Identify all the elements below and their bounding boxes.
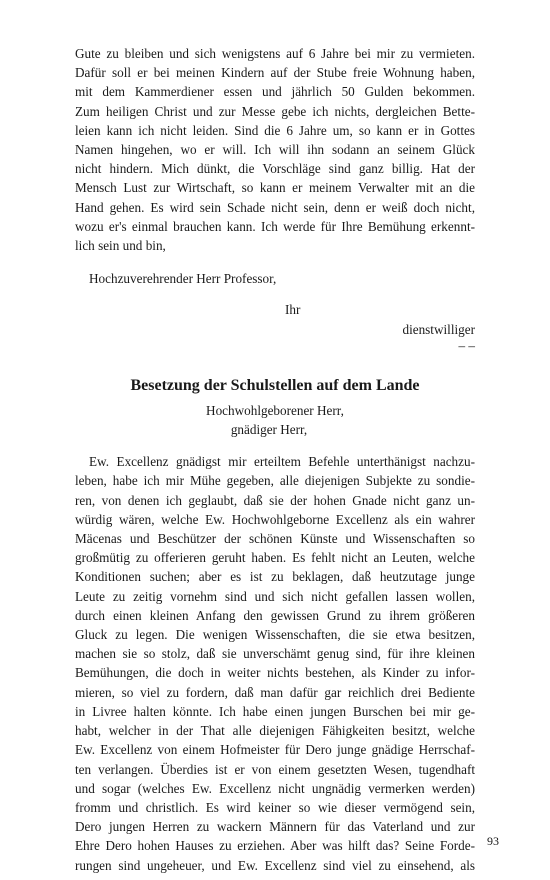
text-line: in Livree halten könnte. Ich habe einen jungen Burschen bei mir ge- xyxy=(75,703,475,719)
letter-signature-dash: – – xyxy=(458,337,475,353)
text-line: Dero jungen Herren zu wackern Männern für das Vaterland und zur xyxy=(75,819,475,835)
text-line: Ew. Excellenz gnädigst mir erteiltem Befehle unterthänigst nachzu- xyxy=(89,454,475,470)
text-line: großmütig zu offerieren geruht haben. Es fehlt nicht an Leuten, welche xyxy=(75,550,475,566)
section-paragraph xyxy=(75,452,475,874)
letter-salutation: Hochzuverehrender Herr Professor, xyxy=(89,271,277,287)
text-line: Bemühungen, die doch in weiter nichts bestehen, als Kinder zu infor- xyxy=(75,665,475,681)
text-line: habt, welcher in der That alle diejenigen Fähigkeiten besitzt, welche xyxy=(75,723,475,739)
letter-signature: dienstwilliger xyxy=(402,321,475,337)
letter-closing-ihr: Ihr xyxy=(285,302,301,318)
text-line: rungen sind ungeheuer, und Ew. Excellenz sind viel zu einsehend, als xyxy=(75,857,475,873)
text-line: machen sie so stolz, daß sie unverschämt genug sind, für ihre kleinen xyxy=(75,646,475,662)
greeting-line: gnädiger Herr, xyxy=(230,422,308,438)
text-line: nicht hindern. Mich dünkt, die Vorschläge sind ganz billig. Hat der xyxy=(75,161,475,177)
greeting-line: Hochwohlgeborener Herr, xyxy=(206,402,344,418)
text-line: lich sein und bin, xyxy=(75,238,166,254)
page-content xyxy=(75,44,475,875)
text-line: mit dem Kammerdiener essen und jährlich 50 Gulden bekommen. xyxy=(75,84,475,100)
text-line: leien kann ich nicht leiden. Sind die 6 Jahre um, so kann er in Gottes xyxy=(75,122,475,138)
section-title: Besetzung der Schulstellen auf dem Lande xyxy=(130,376,420,394)
text-line: ren, von denen ich geglaubt, daß sie der hohen Gnade nicht ganz un- xyxy=(75,492,475,508)
text-line: Mäcenas und Beschützer der schönen Künste und Wissenschaften so xyxy=(75,531,475,547)
text-line: fromm und christlich. Es wird keiner so wie dieser vermögend sein, xyxy=(75,799,475,815)
section-greeting xyxy=(75,401,475,439)
text-line: Dafür soll er bei meinen Kindern auf der Stube freie Wohnung haben, xyxy=(75,65,475,81)
text-line: Ehre Dero hohen Hauses zu erziehen. Aber was hilft das? Seine Forde- xyxy=(75,838,475,854)
text-line: Gute zu bleiben und sich wenigstens auf 6 Jahre bei mir zu vermieten. xyxy=(75,46,475,61)
text-line: Hand gehen. Es wird sein Schade nicht sein, denn er weiß doch nicht, xyxy=(75,199,475,215)
text-line: wozu er's einmal brauchen kann. Ich werde für Ihre Bemühung erkennt- xyxy=(75,218,475,234)
text-line: Konditionen suchen; aber es ist zu beklagen, daß heutzutage junge xyxy=(75,569,475,585)
text-line: Namen hingehen, wo er will. Ich will ihn sodann an seinem Glück xyxy=(75,142,475,158)
text-line: Mensch Lust zur Wirtschaft, so kann er meinem Verwalter mit an die xyxy=(75,180,475,196)
page-number: 93 xyxy=(487,834,499,848)
text-line: Leute zu zeitig vornehm sind und sich nicht gefallen lassen wollen, xyxy=(75,588,475,604)
text-line: leben, habe ich mir Mühe gegeben, alle diejenigen Subjekte zu sondie- xyxy=(75,473,475,489)
text-line: würdig wären, welche Ew. Hochwohlgeborne Excellenz als ein wahrer xyxy=(75,511,475,527)
text-line: mieren, so viel zu fordern, daß man dafür gar reichlich drei Bediente xyxy=(75,684,475,700)
text-line: und sogar (welches Ew. Excellenz nicht ungnädig vermerken werden) xyxy=(75,780,475,796)
letter-paragraph xyxy=(75,44,475,255)
text-line: Zum heiligen Christ und zur Messe gebe ich nichts, dergleichen Bette- xyxy=(75,103,475,119)
text-line: ten verlangen. Überdies ist er von einem gesetzten Wesen, tugendhaft xyxy=(75,761,475,777)
text-line: durch einen kleinen Anfang den gewissen Grund zu ihrem größeren xyxy=(75,607,475,623)
text-line: Gluck zu legen. Die wenigen Wissenschaften, die sie etwa besitzen, xyxy=(75,627,475,643)
text-line: Ew. Excellenz von einem Hofmeister für Dero junge gnädige Herrschaf- xyxy=(75,742,475,758)
